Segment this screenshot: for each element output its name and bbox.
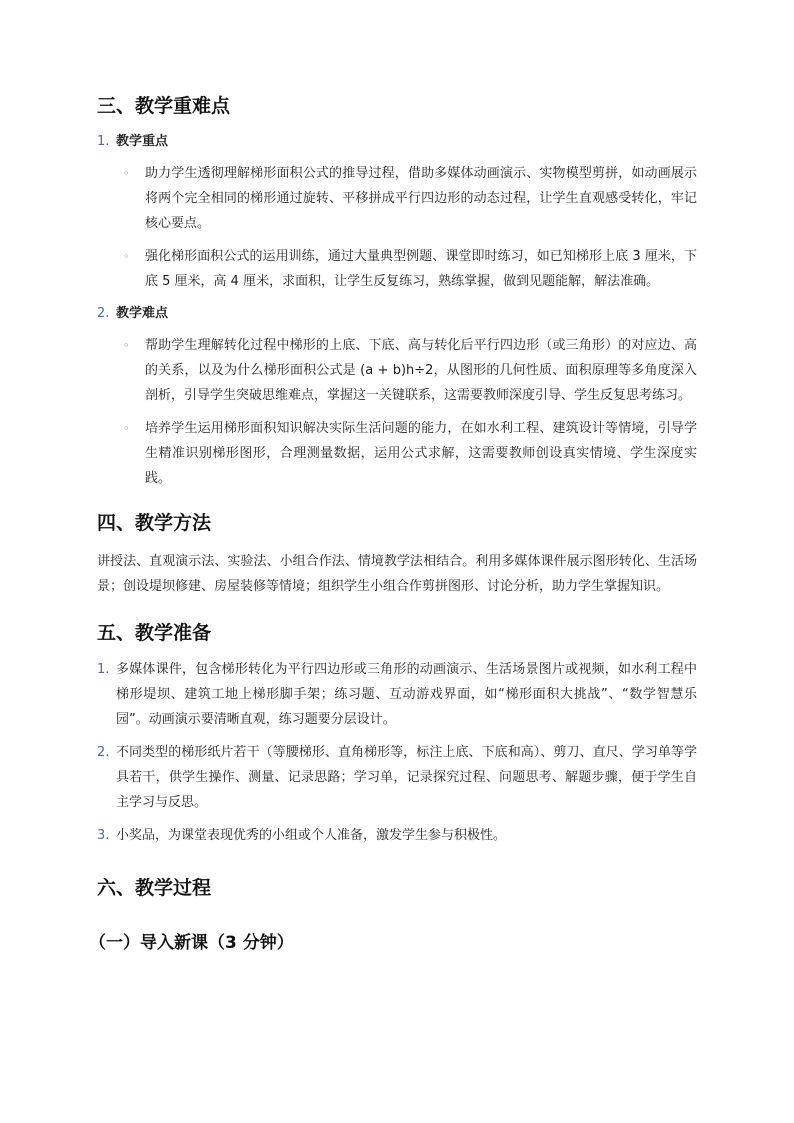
- ordered-list-key-points: [97, 130, 697, 491]
- subsection-heading-intro: （一）导入新课（3 分钟）: [89, 933, 294, 953]
- list-item: [97, 740, 697, 815]
- list-number: 3.: [97, 828, 110, 843]
- bullet-item: [97, 244, 697, 294]
- list-item-difficulty: [97, 302, 697, 325]
- bullet-item: [97, 161, 697, 236]
- list-text: 小奖品，为课堂表现优秀的小组或个人准备，激发学生参与积极性。: [116, 828, 507, 843]
- list-item: [97, 657, 697, 732]
- bullet-text: 培养学生运用梯形面积知识解决实际生活问题的能力，在如水利工程、建筑设计等情境，引导学生精准识别梯形图形，合理测量数据，运用公式求解，这需要教师创设真实情境、学生深度实践。: [145, 421, 697, 486]
- list-label-difficulty: 教学难点: [116, 306, 169, 321]
- section-heading-preparation: 五、教学准备: [97, 622, 212, 644]
- bullet-circle-icon: ◦: [123, 422, 130, 435]
- list-number: 2.: [97, 306, 110, 321]
- bullet-text: 强化梯形面积公式的运用训练，通过大量典型例题、课堂即时练习，如已知梯形上底 3 厘米，下底 5 厘米，高 4 厘米，求面积，让学生反复练习，熟练掌握，做到见题能解，解法准确。: [145, 249, 697, 289]
- list-item: [97, 823, 697, 848]
- bullet-text: 帮助学生理解转化过程中梯形的上底、下底、高与转化后平行四边形（或三角形）的对应边、高的关系，以及为什么梯形面积公式是 (a + b)h÷2，从图形的几何性质、面积原理等多角度深入剖析，引导学生突破思维难点，掌握这一关键联系，这需要教师深度引导、学生反复思考练习。: [145, 338, 697, 403]
- list-number: 1.: [97, 662, 110, 677]
- ordered-list-preparation: [97, 657, 697, 848]
- bullet-circle-icon: ◦: [123, 167, 130, 180]
- bullet-list-difficulty: [97, 333, 697, 491]
- section-heading-methods: 四、教学方法: [97, 512, 212, 534]
- list-text: 不同类型的梯形纸片若干（等腰梯形、直角梯形等，标注上底、下底和高）、剪刀、直尺、学习单等学具若干，供学生操作、测量、记录思路；学习单，记录探究过程、问题思考、解题步骤，便于学生自主学习与反思。: [116, 745, 697, 810]
- list-number: 2.: [97, 745, 110, 760]
- list-text: 多媒体课件，包含梯形转化为平行四边形或三角形的动画演示、生活场景图片或视频，如水利工程中梯形堤坝、建筑工地上梯形脚手架；练习题、互动游戏界面，如“梯形面积大挑战”、“数学智慧乐园”。动画演示要清晰直观，练习题要分层设计。: [116, 662, 697, 727]
- document-content: [89, 92, 697, 956]
- bullet-text: 助力学生透彻理解梯形面积公式的推导过程，借助多媒体动画演示、实物模型剪拼，如动画展示将两个完全相同的梯形通过旋转、平移拼成平行四边形的动态过程，让学生直观感受转化，牢记核心要点。: [145, 166, 697, 231]
- list-label-focus: 教学重点: [116, 134, 169, 149]
- methods-paragraph: 讲授法、直观演示法、实验法、小组合作法、情境教学法相结合。利用多媒体课件展示图形转化、生活场景；创设堤坝修建、房屋装修等情境；组织学生小组合作剪拼图形、讨论分析，助力学生掌握知识。: [97, 554, 697, 594]
- section-heading-process: 六、教学过程: [97, 877, 212, 899]
- bullet-item: [97, 416, 697, 491]
- bullet-circle-icon: ◦: [123, 250, 130, 263]
- list-item-focus: [97, 130, 697, 153]
- bullet-item: [97, 333, 697, 408]
- list-number: 1.: [97, 134, 110, 149]
- section-heading-key-points: 三、教学重难点: [97, 95, 231, 117]
- bullet-list-focus: [97, 161, 697, 294]
- bullet-circle-icon: ◦: [123, 339, 130, 352]
